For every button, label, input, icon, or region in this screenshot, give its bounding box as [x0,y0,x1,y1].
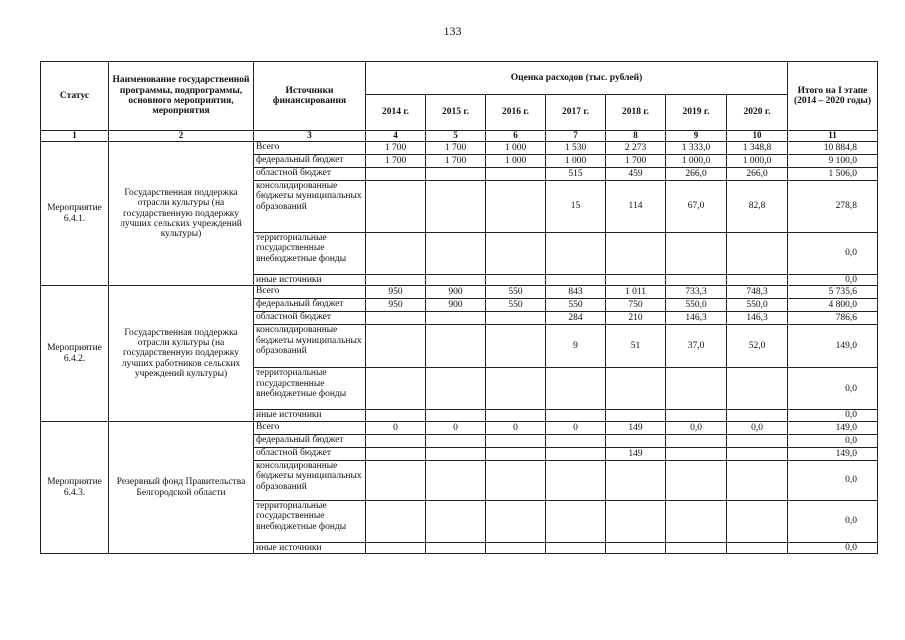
funding-source: федеральный бюджет [254,434,366,447]
total-value-cell: 0,0 [788,460,878,500]
year-value-cell [546,434,606,447]
total-value-cell: 278,8 [788,181,878,233]
header-name: Наименование государственной программы, подпрограммы, основного мероприятия, мероприятия [109,62,254,131]
year-value-cell: 733,3 [666,286,727,299]
year-value-cell: 0 [426,421,486,434]
table-row [41,142,878,155]
year-value-cell: 15 [546,181,606,233]
year-value-cell [727,460,788,500]
year-value-cell [666,434,727,447]
funding-source: федеральный бюджет [254,155,366,168]
year-value-cell: 114 [606,181,666,233]
year-value-cell [666,233,727,275]
column-number: 8 [606,131,666,142]
year-value-cell: 1 700 [366,155,426,168]
year-value-cell: 900 [426,299,486,312]
funding-source: территориальные государственные внебюджетные фонды [254,500,366,542]
year-value-cell [727,500,788,542]
year-value-cell [666,447,727,460]
year-value-cell [606,500,666,542]
total-value-cell: 9 100,0 [788,155,878,168]
column-number: 4 [366,131,426,142]
year-value-cell: 550 [486,286,546,299]
year-value-cell [727,275,788,286]
year-value-cell: 1 011 [606,286,666,299]
year-value-cell [606,460,666,500]
year-value-cell: 1 348,8 [727,142,788,155]
funding-source: областной бюджет [254,447,366,460]
year-value-cell [606,542,666,553]
year-value-cell: 82,8 [727,181,788,233]
total-value-cell: 0,0 [788,434,878,447]
table-header [41,62,878,142]
year-value-cell [666,410,727,421]
year-value-cell [666,460,727,500]
total-value-cell: 0,0 [788,368,878,410]
year-value-cell: 550 [546,299,606,312]
year-value-cell [486,275,546,286]
year-value-cell: 1 700 [426,142,486,155]
year-value-cell [426,434,486,447]
year-value-cell [606,434,666,447]
column-number: 5 [426,131,486,142]
year-value-cell [486,168,546,181]
total-value-cell: 0,0 [788,233,878,275]
year-value-cell [426,181,486,233]
header-year: 2016 г. [486,95,546,131]
year-value-cell [426,447,486,460]
year-value-cell [486,312,546,325]
total-value-cell: 1 506,0 [788,168,878,181]
budget-table-frame [40,61,877,554]
year-value-cell: 950 [366,299,426,312]
year-value-cell [366,368,426,410]
header-year: 2017 г. [546,95,606,131]
year-value-cell [727,434,788,447]
year-value-cell [666,368,727,410]
year-value-cell [727,233,788,275]
year-value-cell [366,275,426,286]
total-value-cell: 0,0 [788,542,878,553]
year-value-cell [486,233,546,275]
year-value-cell: 1 000 [486,142,546,155]
year-value-cell [366,434,426,447]
funding-source: консолидированные бюджеты муниципальных образований [254,325,366,368]
year-value-cell: 1 700 [426,155,486,168]
year-value-cell: 1 000,0 [666,155,727,168]
year-value-cell: 0,0 [727,421,788,434]
year-value-cell [727,447,788,460]
funding-source: консолидированные бюджеты муниципальных образований [254,460,366,500]
total-value-cell: 149,0 [788,447,878,460]
column-number-row [41,131,878,142]
year-value-cell: 1 700 [606,155,666,168]
year-value-cell: 67,0 [666,181,727,233]
year-value-cell [366,312,426,325]
year-value-cell [426,325,486,368]
year-value-cell: 0 [546,421,606,434]
column-number: 11 [788,131,878,142]
year-value-cell [426,275,486,286]
year-value-cell [666,500,727,542]
total-value-cell: 149,0 [788,325,878,368]
year-value-cell [486,500,546,542]
year-value-cell: 146,3 [727,312,788,325]
table-body [41,142,878,554]
funding-source: Всего [254,421,366,434]
year-value-cell: 210 [606,312,666,325]
year-value-cell [426,312,486,325]
column-number: 7 [546,131,606,142]
year-value-cell [606,368,666,410]
year-value-cell [727,368,788,410]
year-value-cell [426,410,486,421]
year-value-cell: 515 [546,168,606,181]
year-value-cell: 748,3 [727,286,788,299]
year-value-cell [426,542,486,553]
year-value-cell [486,181,546,233]
activity-status: Мероприятие 6.4.1. [41,142,109,286]
year-value-cell [546,410,606,421]
activity-status: Мероприятие 6.4.3. [41,421,109,553]
year-value-cell [486,434,546,447]
year-value-cell [366,542,426,553]
year-value-cell: 843 [546,286,606,299]
funding-source: иные источники [254,542,366,553]
total-value-cell: 0,0 [788,410,878,421]
funding-source: территориальные государственные внебюджетные фонды [254,368,366,410]
total-value-cell: 4 800,0 [788,299,878,312]
year-value-cell: 459 [606,168,666,181]
year-value-cell: 51 [606,325,666,368]
header-year: 2019 г. [666,95,727,131]
year-value-cell [727,410,788,421]
funding-source: консолидированные бюджеты муниципальных образований [254,181,366,233]
funding-source: Всего [254,286,366,299]
funding-source: областной бюджет [254,168,366,181]
year-value-cell: 266,0 [666,168,727,181]
activity-name: Резервный фонд Правительства Белгородской области [109,421,254,553]
year-value-cell: 1 333,0 [666,142,727,155]
year-value-cell [486,410,546,421]
activity-name: Государственная поддержка отрасли культуры (на государственную поддержку лучших сельских учреждений культуры) [109,142,254,286]
year-value-cell [366,410,426,421]
column-number: 1 [41,131,109,142]
year-value-cell [546,500,606,542]
header-sources: Источники финансирования [254,62,366,131]
year-value-cell: 0 [486,421,546,434]
year-value-cell [546,460,606,500]
year-value-cell: 149 [606,421,666,434]
header-year: 2020 г. [727,95,788,131]
year-value-cell: 0,0 [666,421,727,434]
header-year: 2015 г. [426,95,486,131]
year-value-cell [426,168,486,181]
total-value-cell: 786,6 [788,312,878,325]
header-status: Статус [41,62,109,131]
year-value-cell: 1 530 [546,142,606,155]
year-value-cell [546,447,606,460]
funding-source: территориальные государственные внебюджетные фонды [254,233,366,275]
year-value-cell: 284 [546,312,606,325]
header-total: Итого на I этапе (2014 – 2020 годы) [788,62,878,131]
year-value-cell [486,542,546,553]
year-value-cell: 2 273 [606,142,666,155]
year-value-cell [366,447,426,460]
year-value-cell [426,460,486,500]
year-value-cell [546,542,606,553]
year-value-cell [666,275,727,286]
year-value-cell: 266,0 [727,168,788,181]
year-value-cell [546,233,606,275]
year-value-cell [606,410,666,421]
activity-status: Мероприятие 6.4.2. [41,286,109,421]
year-value-cell [486,325,546,368]
column-number: 2 [109,131,254,142]
column-number: 6 [486,131,546,142]
year-value-cell: 550,0 [727,299,788,312]
column-number: 3 [254,131,366,142]
year-value-cell: 750 [606,299,666,312]
year-value-cell: 146,3 [666,312,727,325]
year-value-cell: 1 000 [546,155,606,168]
year-value-cell: 149 [606,447,666,460]
funding-source: иные источники [254,275,366,286]
year-value-cell [666,542,727,553]
funding-source: областной бюджет [254,312,366,325]
year-value-cell [606,275,666,286]
total-value-cell: 0,0 [788,275,878,286]
year-value-cell [366,233,426,275]
column-number: 9 [666,131,727,142]
header-year: 2014 г. [366,95,426,131]
year-value-cell [546,368,606,410]
year-value-cell [486,460,546,500]
year-value-cell: 1 700 [366,142,426,155]
year-value-cell: 0 [366,421,426,434]
table-row [41,421,878,434]
year-value-cell: 9 [546,325,606,368]
year-value-cell [546,275,606,286]
year-value-cell: 1 000,0 [727,155,788,168]
total-value-cell: 149,0 [788,421,878,434]
column-number: 10 [727,131,788,142]
header-year: 2018 г. [606,95,666,131]
year-value-cell: 550,0 [666,299,727,312]
total-value-cell: 5 735,6 [788,286,878,299]
budget-table [40,61,878,554]
header-estimate: Оценка расходов (тыс. рублей) [366,62,788,95]
year-value-cell [366,325,426,368]
year-value-cell [426,368,486,410]
year-value-cell [366,181,426,233]
year-value-cell: 37,0 [666,325,727,368]
funding-source: иные источники [254,410,366,421]
total-value-cell: 10 884,8 [788,142,878,155]
year-value-cell: 900 [426,286,486,299]
year-value-cell [486,368,546,410]
page-number: 133 [443,24,462,38]
year-value-cell [366,168,426,181]
funding-source: Всего [254,142,366,155]
year-value-cell: 950 [366,286,426,299]
table-row [41,286,878,299]
year-value-cell [426,233,486,275]
year-value-cell [727,542,788,553]
year-value-cell [366,460,426,500]
total-value-cell: 0,0 [788,500,878,542]
year-value-cell [606,233,666,275]
year-value-cell [426,500,486,542]
year-value-cell [366,500,426,542]
year-value-cell: 550 [486,299,546,312]
year-value-cell: 1 000 [486,155,546,168]
year-value-cell: 52,0 [727,325,788,368]
activity-name: Государственная поддержка отрасли культуры (на государственную поддержку лучших работников сельских учреждений культуры) [109,286,254,421]
year-value-cell [486,447,546,460]
funding-source: федеральный бюджет [254,299,366,312]
